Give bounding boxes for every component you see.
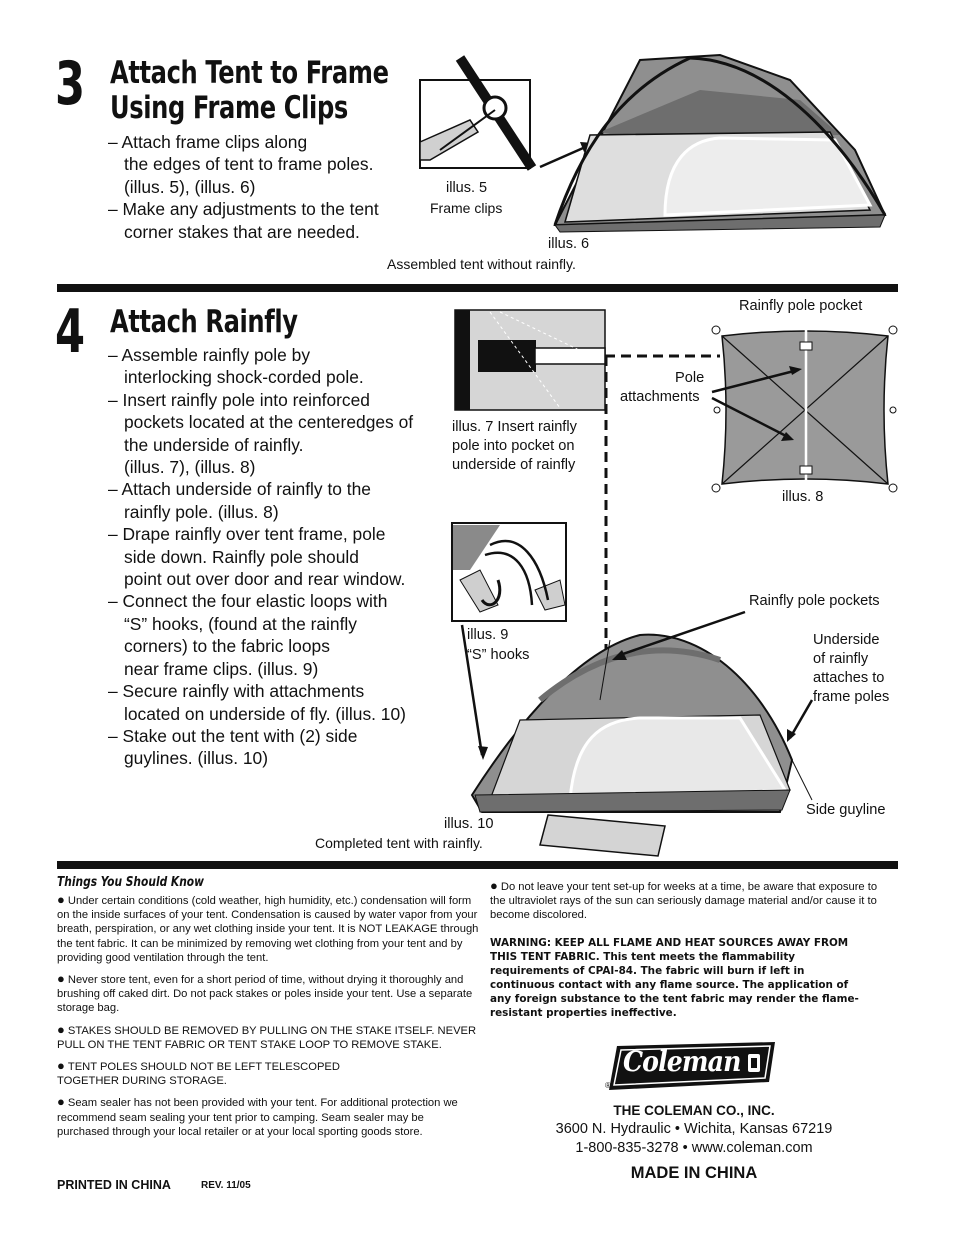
- step-number-4: 4: [55, 297, 84, 367]
- step-number-3: 3: [55, 49, 84, 119]
- step3-item: – Attach frame clips along: [108, 132, 308, 152]
- label-side-guyline: Side guyline: [806, 802, 886, 818]
- step4-title: Attach Rainfly: [110, 304, 298, 340]
- label-rainfly-pole-pocket: Rainfly pole pocket: [739, 298, 863, 314]
- label-underside-1: Underside: [813, 632, 880, 648]
- know-right-paragraph: ● Do not leave your tent set-up for weeks at a time, be aware that exposure to the ultraviolet rays of the sun can seriously damage material and/or cause it to become discolored.: [490, 878, 878, 922]
- know-paragraph: ● Seam sealer has not been provided with your tent. For additional protection we recommend seam sealing your tent prior to camping. Seam sealer may be purchased through your local retailer or at your local sporting goods store.: [57, 1094, 458, 1138]
- step4-item: – Insert rainfly pole into reinforced: [108, 389, 370, 410]
- made-in-china: MADE IN CHINA: [630, 1164, 758, 1182]
- step4-item: the underside of rainfly.: [124, 434, 304, 455]
- step4-item: (illus. 7), (illus. 8): [124, 457, 256, 478]
- illus10-label: illus. 10: [444, 816, 494, 832]
- step4-item: rainfly pole. (illus. 8): [124, 501, 279, 522]
- company-contact: 1-800-835-3278 • www.coleman.com: [575, 1140, 813, 1156]
- step4-item: pockets located at the centeredges of: [124, 412, 414, 433]
- lantern-icon: [748, 1054, 760, 1072]
- step3-item: – Make any adjustments to the tent: [108, 199, 379, 220]
- illus5-caption: Frame clips: [430, 200, 503, 216]
- bullet-icon: ●: [57, 1021, 65, 1037]
- step4-item: side down. Rainfly pole should: [124, 546, 359, 567]
- step3-item: the edges of tent to frame poles.: [124, 154, 374, 175]
- illus8-label: illus. 8: [782, 489, 824, 505]
- illus9-label: illus. 9: [467, 627, 509, 643]
- illus7-pole-pocket-drawing: [455, 310, 720, 680]
- label-underside-3: attaches to: [813, 670, 885, 686]
- printed-in-china: PRINTED IN CHINA: [57, 1178, 171, 1192]
- registered-mark: ®: [605, 1081, 611, 1090]
- illus5-label: illus. 5: [446, 180, 488, 196]
- step4-item: – Assemble rainfly pole by: [108, 345, 311, 365]
- step3-item: corner stakes that are needed.: [124, 221, 360, 242]
- illus6-caption: Assembled tent without rainfly.: [387, 256, 576, 272]
- label-underside-2: of rainfly: [813, 651, 869, 667]
- things-to-know-heading: Things You Should Know: [57, 875, 204, 890]
- label-underside-4: frame poles: [813, 689, 890, 705]
- bullet-icon: ●: [490, 878, 498, 893]
- know-paragraph: ● TENT POLES SHOULD NOT BE LEFT TELESCOPED TOGETHER DURING STORAGE.: [57, 1058, 340, 1088]
- step4-item: – Attach underside of rainfly to the: [108, 479, 371, 500]
- bullet-icon: ●: [57, 892, 65, 907]
- illus8-rainfly-underside-drawing: [712, 326, 897, 492]
- step3-title-line2: Using Frame Clips: [110, 90, 348, 126]
- illus7-line2: pole into pocket on: [452, 438, 575, 454]
- step4-item: – Stake out the tent with (2) side: [108, 725, 358, 746]
- step4-item: guylines. (illus. 10): [124, 748, 269, 769]
- bullet-icon: ●: [57, 971, 65, 987]
- logo-wordmark: Coleman: [623, 1045, 741, 1078]
- step4-item: located on underside of fly. (illus. 10): [124, 703, 406, 724]
- step4-item: near frame clips. (illus. 9): [124, 658, 319, 679]
- step4-item: – Connect the four elastic loops with: [108, 591, 388, 612]
- illus7-line3: underside of rainfly: [452, 457, 576, 473]
- label-rainfly-pole-pockets: Rainfly pole pockets: [749, 593, 880, 609]
- illus9-s-hooks-drawing: [452, 523, 566, 621]
- illus6-label: illus. 6: [548, 236, 590, 252]
- illus10-caption: Completed tent with rainfly.: [315, 835, 483, 851]
- label-pole-attachments-2: attachments: [620, 389, 700, 405]
- illus9-caption: “S” hooks: [467, 647, 530, 663]
- know-paragraph: ● STAKES SHOULD BE REMOVED BY PULLING ON THE STAKE ITSELF. NEVER PULL ON THE TENT FABRIC OR TENT STAKE LOOP TO REMOVE STAKE.: [57, 1021, 477, 1051]
- bullet-icon: ●: [57, 1094, 65, 1110]
- step4-item: interlocking shock-corded pole.: [124, 367, 364, 388]
- company-name: THE COLEMAN CO., INC.: [613, 1103, 775, 1118]
- step4-item: – Drape rainfly over tent frame, pole: [108, 524, 386, 545]
- bullet-icon: ●: [57, 1058, 65, 1074]
- step4-item: point out over door and rear window.: [124, 569, 406, 590]
- revision-number: REV. 11/05: [201, 1180, 251, 1191]
- section-divider: [57, 861, 898, 869]
- things-to-know-left-column: [57, 893, 479, 1139]
- coleman-logo: [605, 1040, 781, 1095]
- company-address: 3600 N. Hydraulic • Wichita, Kansas 67219: [555, 1121, 833, 1137]
- know-paragraph: ● Under certain conditions (cold weather, high humidity, etc.) condensation will form on the inside surfaces of your tent. Condensation is caused by water vapor from your breath, perspiration, or any wet clothing inside your tent. It is NOT LEAKAGE through the tent fabric. It can be minimized by removing wet clothing from your tent and by providing good ventilation through the tent.: [57, 892, 479, 964]
- flame-warning: WARNING: KEEP ALL FLAME AND HEAT SOURCES AWAY FROM THIS TENT FABRIC. This tent meets the flammability requirements of CPAI-84. The fabric will burn if left in continuous contact with any flame source. The application of any foreign substance to the tent fabric may render the flame-resistant properties ineffective.: [490, 937, 859, 1020]
- step4-item: – Secure rainfly with attachments: [108, 681, 365, 702]
- company-address-block: [500, 1101, 888, 1183]
- illus7-line1: illus. 7 Insert rainfly: [452, 419, 577, 435]
- step4-item: corners) to the fabric loops: [124, 636, 330, 657]
- step3-item: (illus. 5), (illus. 6): [124, 176, 256, 197]
- label-pole-attachments-1: Pole: [675, 370, 705, 386]
- step3-title-line1: Attach Tent to Frame: [110, 55, 389, 91]
- step4-item: “S” hooks, (found at the rainfly: [124, 613, 357, 634]
- know-paragraph: ● Never store tent, even for a short period of time, without drying it thoroughly and brushing off caked dirt. Do not pack stakes or poles inside your tent. Use a separate storage bag.: [57, 971, 473, 1015]
